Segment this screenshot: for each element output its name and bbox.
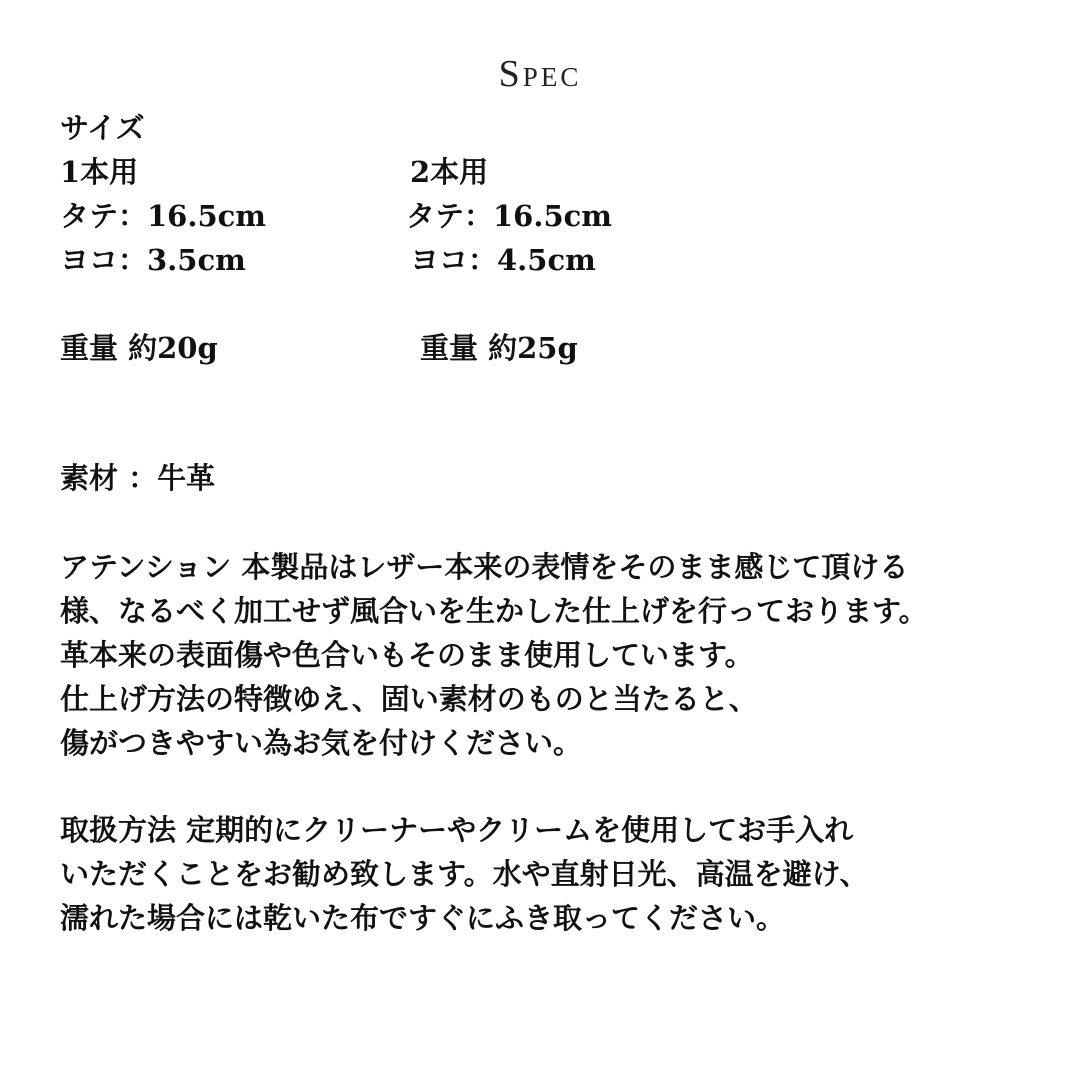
- attention-line: 傷がつきやすい為お気を付けください。: [60, 726, 583, 760]
- double-height: タテ：16.5cm: [406, 199, 612, 233]
- single-label: 1本用: [60, 155, 139, 189]
- double-weight: 重量 約25g: [420, 331, 578, 365]
- attention-line: 革本来の表面傷や色合いもそのまま使用しています。: [60, 638, 754, 672]
- single-weight: 重量 約20g: [60, 331, 218, 365]
- double-width: ヨコ：4.5cm: [410, 243, 596, 277]
- page-title: Spec: [498, 53, 582, 95]
- single-height: タテ：16.5cm: [60, 199, 266, 233]
- attention-line: 様、なるべく加工せず風合いを生かした仕上げを行っております。: [60, 594, 928, 628]
- size-heading: サイズ: [60, 111, 145, 145]
- attention-line: アテンション 本製品はレザー本来の表情をそのまま感じて頂ける: [60, 550, 909, 584]
- care-line: いただくことをお勧め致します。水や直射日光、高温を避け、: [60, 857, 869, 891]
- care-block: [60, 808, 869, 940]
- single-width: ヨコ：3.5cm: [60, 243, 246, 277]
- care-line: 濡れた場合には乾いた布ですぐにふき取ってください。: [60, 901, 786, 935]
- attention-block: [60, 545, 928, 765]
- double-label: 2本用: [410, 155, 489, 189]
- attention-line: 仕上げ方法の特徴ゆえ、固い素材のものと当たると、: [60, 682, 758, 716]
- material-text: 素材 ：牛革: [60, 461, 216, 495]
- care-line: 取扱方法 定期的にクリーナーやクリームを使用してお手入れ: [60, 813, 854, 847]
